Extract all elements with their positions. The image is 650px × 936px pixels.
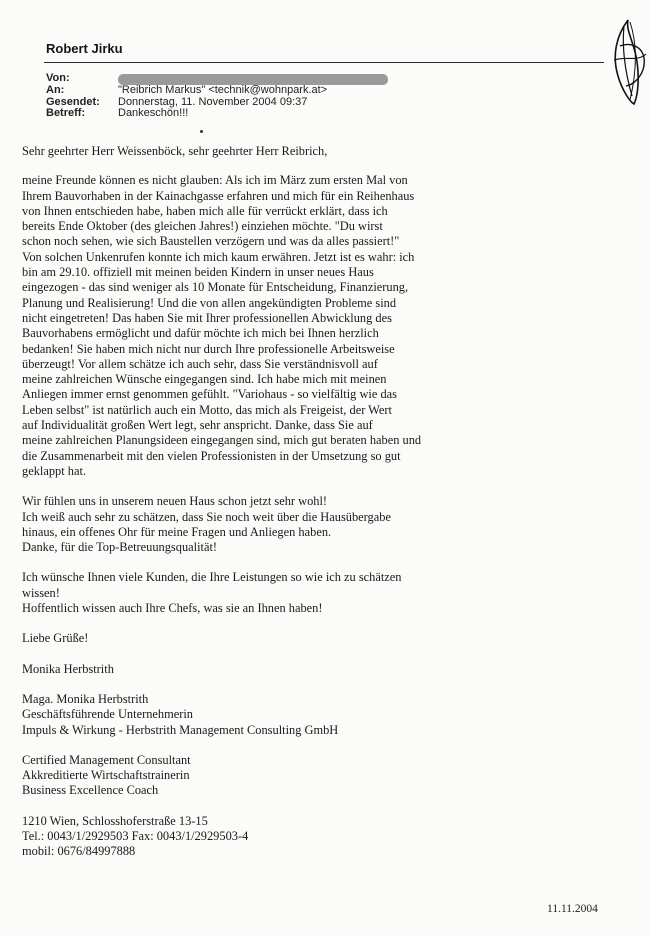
- text-line: Ich wünsche Ihnen viele Kunden, die Ihre Leistungen so wie ich zu schätzen: [22, 570, 402, 585]
- text-line: Von solchen Unkenrufen konnte ich mich kaum erwähren. Jetzt ist es wahr: ich: [22, 249, 415, 264]
- text-line: überzeugt! Vor allem schätze ich auch sehr, dass Sie verständnisvoll auf: [22, 356, 378, 371]
- text-line: bin am 29.10. offiziell mit meinen beiden Kindern in unser neues Haus: [22, 265, 374, 280]
- text-line: bereits Ende Oktober (des gleichen Jahres!) einziehen möchte. "Du wirst: [22, 219, 383, 234]
- text-line: Danke, für die Top-Betreuungsqualität!: [22, 540, 218, 555]
- text-line: Anliegen immer ernst genommen gefühlt. "Variohaus - so vielfältig wie das: [22, 387, 397, 402]
- paragraph-gap: [22, 799, 632, 814]
- text-line: Akkreditierte Wirtschaftstrainerin: [22, 768, 190, 783]
- text-line: wissen!: [22, 585, 60, 600]
- text-line: Maga. Monika Herbstrith: [22, 691, 149, 706]
- text-line: meine zahlreichen Planungsideen eingegangen sind, mich gut beraten haben und: [22, 433, 422, 448]
- paragraph-3: [22, 570, 632, 616]
- phone-fax-line: Tel.: 0043/1/2929503 Fax: 0043/1/2929503-4: [22, 828, 249, 843]
- text-line: eingezogen - das sind weniger als 10 Monate für Entscheidung, Finanzierung,: [22, 280, 409, 295]
- sent-value: Donnerstag, 11. November 2004 09:37: [118, 95, 308, 108]
- paragraph-gap: [22, 479, 632, 494]
- header-divider: [44, 62, 604, 63]
- salutation: Sehr geehrter Herr Weissenböck, sehr geehrter Herr Reibrich,: [22, 144, 328, 158]
- text-line: die Zusammenarbeit mit den vielen Professionisten in der Umsetzung so gut: [22, 448, 401, 463]
- handwritten-signature-icon: [608, 16, 648, 108]
- subject-row: [46, 108, 388, 120]
- text-line: Hoffentlich wissen auch Ihre Chefs, was sie an Ihnen haben!: [22, 601, 323, 616]
- paragraph-gap: [22, 616, 632, 631]
- sent-label: Gesendet:: [46, 95, 100, 108]
- signer-name: Monika Herbstrith: [22, 661, 114, 676]
- mobile-line: mobil: 0676/84997888: [22, 844, 136, 859]
- text-line: Geschäftsführende Unternehmerin: [22, 707, 193, 722]
- paragraph-gap: [22, 647, 632, 662]
- contact-block: [22, 814, 632, 860]
- text-line: Bauvorhabens ermöglicht und dafür möchte ich mich bei Ihnen herzlich: [22, 326, 379, 341]
- subject-label: Betreff:: [46, 107, 86, 119]
- paragraph-gap: [22, 738, 632, 753]
- text-line: von Ihnen entschieden habe, haben mich alle für verrückt erklärt, dass ich: [22, 203, 388, 218]
- from-label: Von:: [46, 72, 70, 84]
- text-line: Planung und Realisierung! Und die von allen angekündigten Probleme sind: [22, 295, 397, 310]
- sender-name: Robert Jirku: [46, 41, 123, 56]
- text-line: hinaus, ein offenes Ohr für meine Fragen und Anliegen haben.: [22, 524, 332, 539]
- text-line: Certified Management Consultant: [22, 752, 191, 767]
- text-line: schon noch sehen, wie sich Baustellen verzögern und was da alles passiert!": [22, 234, 400, 249]
- letter-body: [22, 144, 632, 860]
- paragraph-gap: [22, 677, 632, 692]
- scan-speck: [200, 130, 203, 133]
- paragraph-1: [22, 173, 632, 479]
- date-stamp: 11.11.2004: [547, 903, 598, 915]
- text-line: Wir fühlen uns in unserem neuen Haus schon jetzt sehr wohl!: [22, 494, 328, 509]
- text-line: Impuls & Wirkung - Herbstrith Management Consulting GmbH: [22, 722, 339, 737]
- to-row: [46, 85, 388, 97]
- text-line: Leben selbst" ist natürlich auch ein Motto, das mich als Freigeist, der Wert: [22, 402, 392, 417]
- text-line: Ich weiß auch sehr zu schätzen, dass Sie noch weit über die Hausübergabe: [22, 509, 391, 524]
- text-line: auf Individualität großen Wert legt, sehr anspricht. Danke, dass Sie auf: [22, 418, 373, 433]
- email-header: [46, 73, 388, 120]
- text-line: bedanken! Sie haben mich nicht nur durch Ihre professionelle Arbeitsweise: [22, 341, 395, 356]
- text-line: meine Freunde können es nicht glauben: Als ich im März zum ersten Mal von: [22, 173, 408, 188]
- text-line: Business Excellence Coach: [22, 783, 159, 798]
- to-label: An:: [46, 84, 65, 96]
- address-line: 1210 Wien, Schlosshoferstraße 13-15: [22, 813, 208, 828]
- to-value: "Reibrich Markus" <technik@wohnpark.at>: [118, 84, 328, 96]
- paragraph-2: [22, 494, 632, 555]
- signature-block-titles: [22, 753, 632, 799]
- text-line: geklappt hat.: [22, 463, 86, 478]
- sent-row: [46, 97, 388, 109]
- subject-value: Dankeschön!!!: [118, 107, 189, 119]
- paragraph-gap: [22, 555, 632, 570]
- text-line: meine zahlreichen Wünsche eingegangen sind. Ich habe mich mit meinen: [22, 372, 387, 387]
- closing: Liebe Grüße!: [22, 631, 89, 646]
- text-line: Ihrem Bauvorhaben in der Kainachgasse erfahren und mich für ein Reihenhaus: [22, 188, 415, 203]
- signature-block-company: [22, 692, 632, 738]
- text-line: nicht eingetreten! Das haben Sie mit Ihrer professionellen Abwicklung des: [22, 310, 392, 325]
